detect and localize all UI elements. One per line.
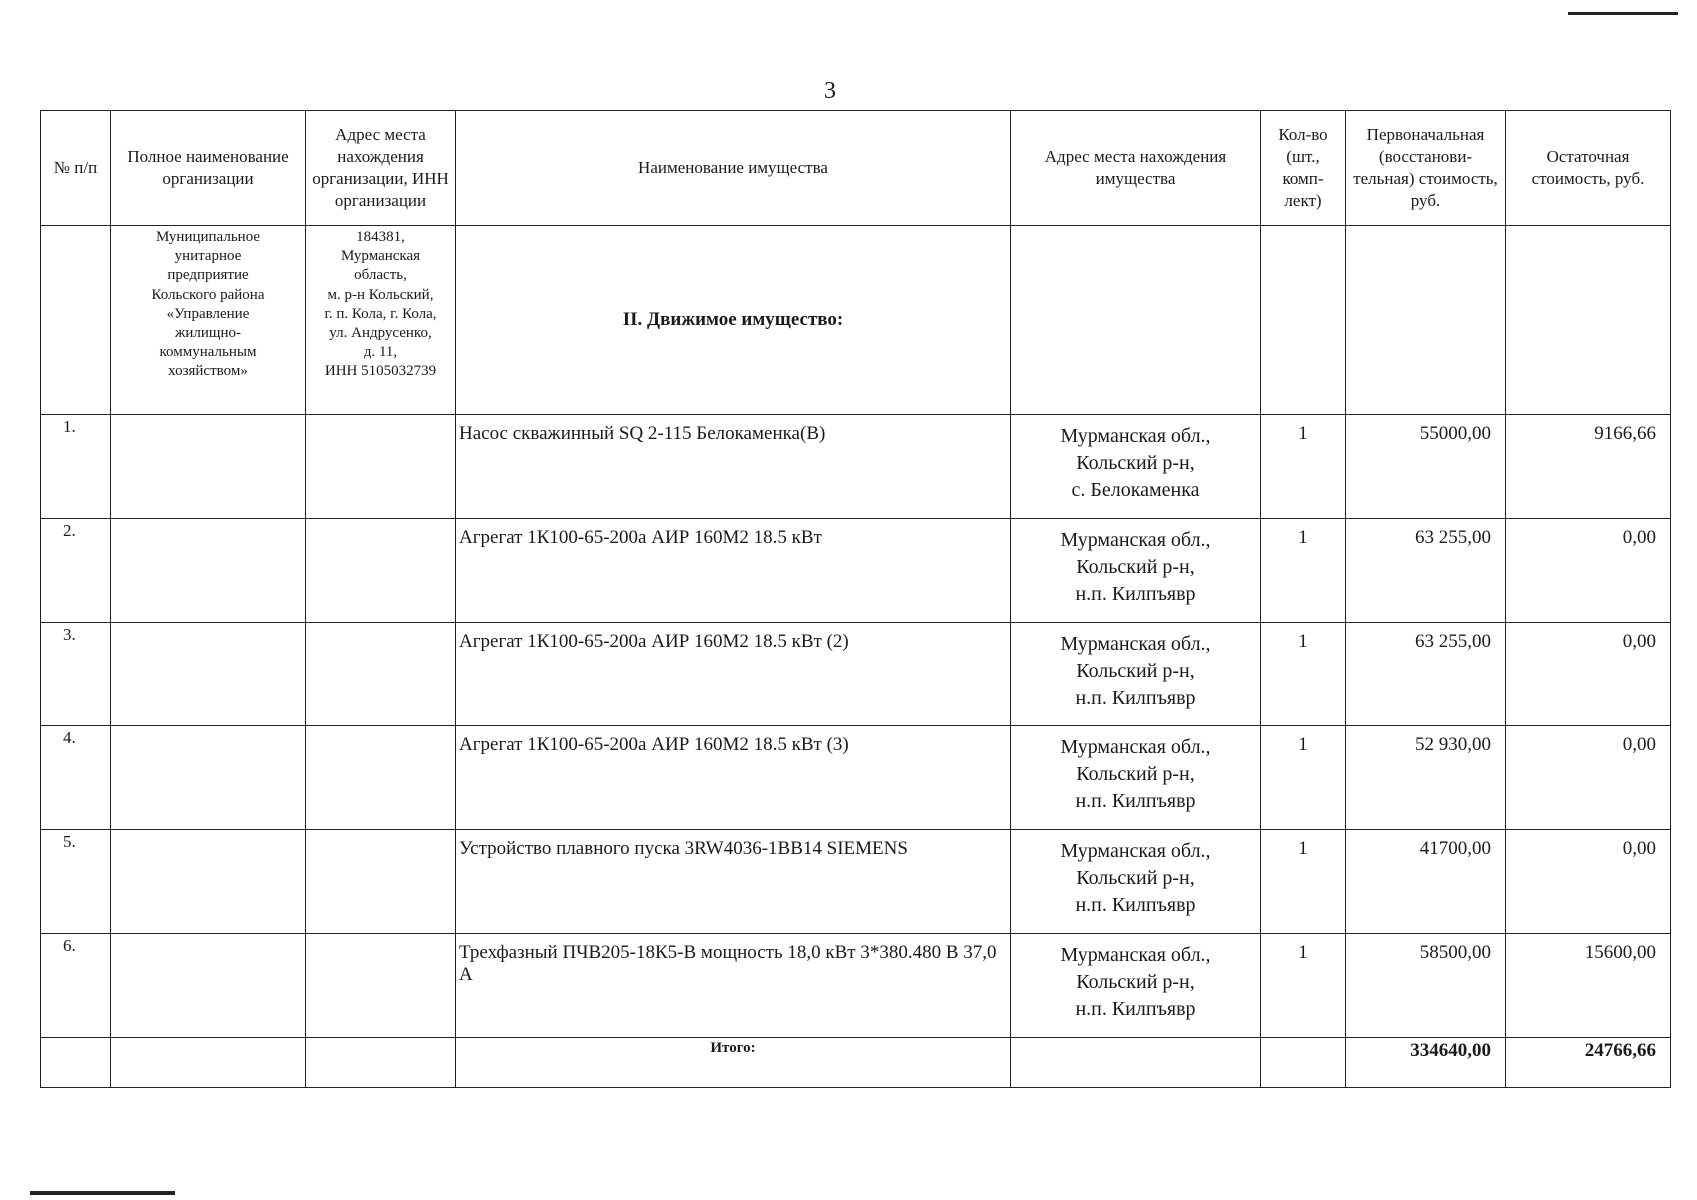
item-location-line: Мурманская обл., (1060, 736, 1211, 759)
header-num: № п/п (41, 111, 111, 226)
total-row (41, 1038, 1671, 1088)
empty-cell (111, 518, 306, 622)
empty-cell (111, 414, 306, 518)
org-num-cell (41, 226, 111, 415)
item-num: 6. (41, 934, 111, 1038)
item-residual-cost: 15600,00 (1506, 934, 1671, 1038)
item-location (1011, 830, 1261, 934)
item-qty: 1 (1261, 518, 1346, 622)
empty-cell (41, 1038, 111, 1088)
item-location-line: н.п. Килпъявр (1075, 582, 1196, 605)
table-header-row (41, 111, 1671, 226)
item-location-line: Кольский р-н, (1076, 867, 1195, 890)
empty-cell (1346, 226, 1506, 415)
item-num: 2. (41, 518, 111, 622)
empty-cell (1261, 1038, 1346, 1088)
item-location-line: н.п. Килпъявр (1075, 790, 1196, 813)
empty-cell (306, 622, 456, 726)
header-org-name: Полное наименование организации (111, 111, 306, 226)
item-initial-cost: 41700,00 (1346, 830, 1506, 934)
header-residual-cost: Остаточная стоимость, руб. (1506, 111, 1671, 226)
property-table (40, 110, 1671, 1088)
item-name: Трехфазный ПЧВ205-18К5-В мощность 18,0 кВт 3*380.480 В 37,0 А (456, 934, 1011, 1038)
item-location-line: Мурманская обл., (1060, 528, 1211, 551)
empty-cell (111, 726, 306, 830)
item-name: Агрегат 1К100-65-200а АИР 160М2 18.5 кВт (2) (456, 622, 1011, 726)
item-num: 3. (41, 622, 111, 726)
item-location-line: н.п. Килпъявр (1075, 998, 1196, 1021)
scan-artifact-line (1568, 12, 1678, 15)
item-location (1011, 726, 1261, 830)
empty-cell (1506, 226, 1671, 415)
empty-cell (111, 934, 306, 1038)
table-row (41, 622, 1671, 726)
empty-cell (306, 934, 456, 1038)
header-initial-cost: Первоначальная (восстанови-тельная) стоимость, руб. (1346, 111, 1506, 226)
empty-cell (306, 414, 456, 518)
item-location-line: Мурманская обл., (1060, 840, 1211, 863)
total-label: Итого: (456, 1038, 1011, 1088)
item-location (1011, 414, 1261, 518)
table-row (41, 414, 1671, 518)
item-initial-cost: 63 255,00 (1346, 622, 1506, 726)
item-location-line: Кольский р-н, (1076, 451, 1195, 474)
item-qty: 1 (1261, 934, 1346, 1038)
section-title: II. Движимое имущество: (456, 226, 1011, 415)
item-residual-cost: 0,00 (1506, 622, 1671, 726)
empty-cell (306, 518, 456, 622)
table-row (41, 726, 1671, 830)
item-location-line: Мурманская обл., (1060, 632, 1211, 655)
item-residual-cost: 0,00 (1506, 726, 1671, 830)
empty-cell (111, 1038, 306, 1088)
empty-cell (306, 726, 456, 830)
organization-row (41, 226, 1671, 415)
item-qty: 1 (1261, 622, 1346, 726)
empty-cell (306, 1038, 456, 1088)
item-residual-cost: 0,00 (1506, 518, 1671, 622)
item-qty: 1 (1261, 414, 1346, 518)
header-qty: Кол-во (шт., комп-лект) (1261, 111, 1346, 226)
item-location-line: н.п. Килпъявр (1075, 894, 1196, 917)
empty-cell (306, 830, 456, 934)
item-location (1011, 622, 1261, 726)
total-residual-cost: 24766,66 (1506, 1038, 1671, 1088)
item-location-line: с. Белокаменка (1071, 478, 1200, 501)
item-location-line: Кольский р-н, (1076, 763, 1195, 786)
header-property-name: Наименование имущества (456, 111, 1011, 226)
item-name: Агрегат 1К100-65-200а АИР 160М2 18.5 кВт (456, 518, 1011, 622)
item-residual-cost: 9166,66 (1506, 414, 1671, 518)
item-initial-cost: 52 930,00 (1346, 726, 1506, 830)
scan-artifact-line (30, 1191, 175, 1195)
item-initial-cost: 63 255,00 (1346, 518, 1506, 622)
empty-cell (1011, 1038, 1261, 1088)
item-location-line: Кольский р-н, (1076, 659, 1195, 682)
item-name: Агрегат 1К100-65-200а АИР 160М2 18.5 кВт (3) (456, 726, 1011, 830)
table-row (41, 518, 1671, 622)
item-initial-cost: 55000,00 (1346, 414, 1506, 518)
item-num: 1. (41, 414, 111, 518)
empty-cell (1261, 226, 1346, 415)
item-location-line: Кольский р-н, (1076, 971, 1195, 994)
item-num: 5. (41, 830, 111, 934)
item-initial-cost: 58500,00 (1346, 934, 1506, 1038)
item-location-line: Мурманская обл., (1060, 424, 1211, 447)
item-residual-cost: 0,00 (1506, 830, 1671, 934)
item-num: 4. (41, 726, 111, 830)
item-location-line: Кольский р-н, (1076, 555, 1195, 578)
item-location-line: н.п. Килпъявр (1075, 686, 1196, 709)
org-name: Муниципальное унитарное предприятие Кольского района «Управление жилищно- коммунальным хозяйством» (111, 226, 306, 415)
page-number: 3 (824, 78, 836, 104)
header-property-address: Адрес места нахождения имущества (1011, 111, 1261, 226)
item-qty: 1 (1261, 726, 1346, 830)
empty-cell (111, 622, 306, 726)
total-initial-cost: 334640,00 (1346, 1038, 1506, 1088)
item-name: Насос скважинный SQ 2-115 Белокаменка(В) (456, 414, 1011, 518)
table-row (41, 830, 1671, 934)
item-qty: 1 (1261, 830, 1346, 934)
empty-cell (1011, 226, 1261, 415)
item-location (1011, 518, 1261, 622)
org-address: 184381, Мурманская область, м. р-н Кольский, г. п. Кола, г. Кола, ул. Андрусенко, д. 11, ИНН 5105032739 (306, 226, 456, 415)
empty-cell (111, 830, 306, 934)
item-name: Устройство плавного пуска 3RW4036-1BB14 SIEMENS (456, 830, 1011, 934)
item-location (1011, 934, 1261, 1038)
table-row (41, 934, 1671, 1038)
header-org-address: Адрес места нахождения организации, ИНН организации (306, 111, 456, 226)
item-location-line: Мурманская обл., (1060, 944, 1211, 967)
